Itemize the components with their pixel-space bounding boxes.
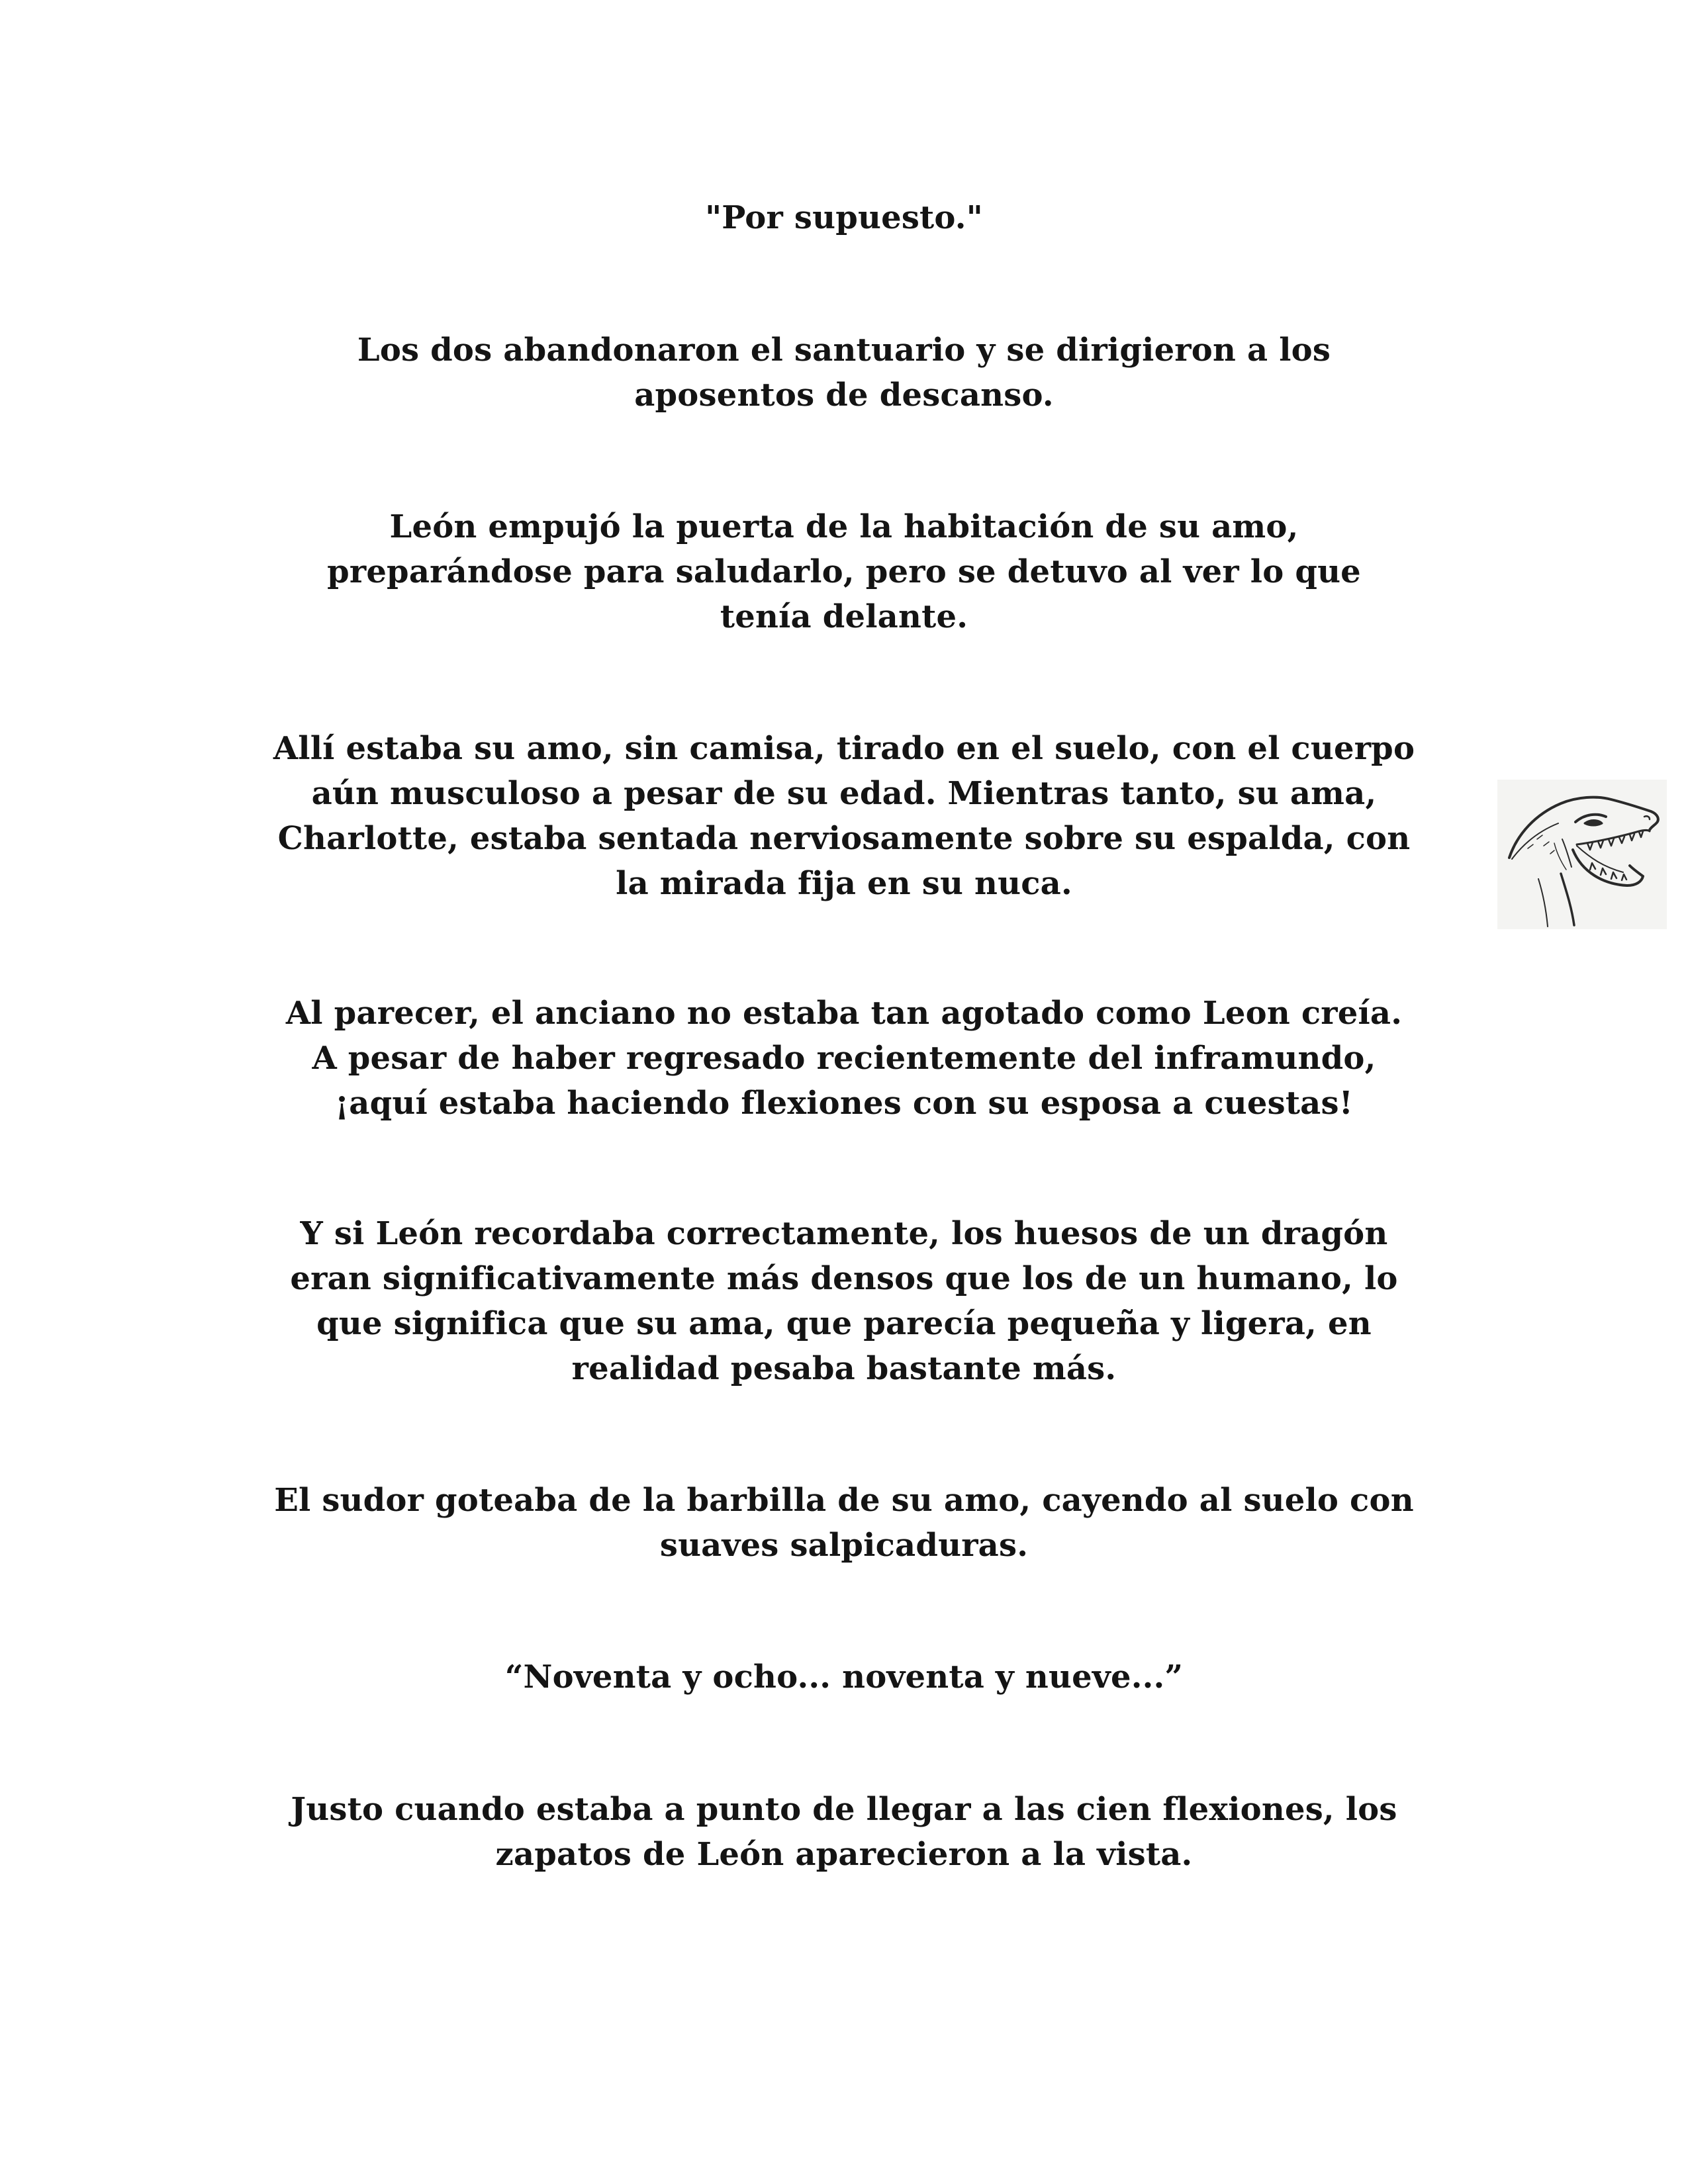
paragraph-6: [215, 1211, 1473, 1391]
paragraph-1: [215, 195, 1473, 240]
text-line: "Por supuesto.": [705, 199, 983, 236]
text-line: zapatos de León aparecieron a la vista.: [495, 1836, 1193, 1873]
text-line: Justo cuando estaba a punto de llegar a las cien flexiones, los: [291, 1791, 1397, 1828]
paragraph-7: [215, 1478, 1473, 1568]
text-line: aposentos de descanso.: [634, 377, 1054, 414]
dinosaur-head-sketch-icon: [1497, 780, 1667, 929]
text-line: Los dos abandonaron el santuario y se dirigieron a los: [357, 332, 1331, 369]
paragraph-5: [215, 991, 1473, 1126]
text-line: la mirada fija en su nuca.: [616, 865, 1072, 902]
paragraph-2: [215, 328, 1473, 418]
text-line: Charlotte, estaba sentada nerviosamente sobre su espalda, con: [277, 820, 1411, 857]
text-line: tenía delante.: [720, 598, 968, 635]
text-line: preparándose para saludarlo, pero se detuvo al ver lo que: [327, 553, 1361, 590]
text-line: Al parecer, el anciano no estaba tan agotado como Leon creía.: [285, 995, 1403, 1032]
text-line: El sudor goteaba de la barbilla de su amo, cayendo al suelo con: [274, 1482, 1414, 1519]
text-line: A pesar de haber regresado recientemente del inframundo,: [312, 1040, 1376, 1077]
paragraph-3: [215, 504, 1473, 639]
paragraph-9: [215, 1787, 1473, 1877]
text-line: “Noventa y ocho... noventa y nueve...”: [504, 1659, 1184, 1696]
text-line: Y si León recordaba correctamente, los huesos de un dragón: [300, 1215, 1388, 1252]
text-line: ¡aquí estaba haciendo flexiones con su esposa a cuestas!: [335, 1085, 1353, 1122]
text-line: que significa que su ama, que parecía pequeña y ligera, en: [316, 1305, 1372, 1342]
paragraph-4: [215, 726, 1473, 906]
text-line: realidad pesaba bastante más.: [571, 1350, 1117, 1387]
text-line: suaves salpicaduras.: [659, 1527, 1029, 1564]
paragraph-8: [215, 1655, 1473, 1700]
text-line: León empujó la puerta de la habitación de su amo,: [389, 508, 1299, 545]
text-line: aún musculoso a pesar de su edad. Mientras tanto, su ama,: [311, 775, 1377, 812]
text-line: eran significativamente más densos que los de un humano, lo: [290, 1260, 1398, 1297]
text-line: Allí estaba su amo, sin camisa, tirado en el suelo, con el cuerpo: [273, 730, 1415, 767]
